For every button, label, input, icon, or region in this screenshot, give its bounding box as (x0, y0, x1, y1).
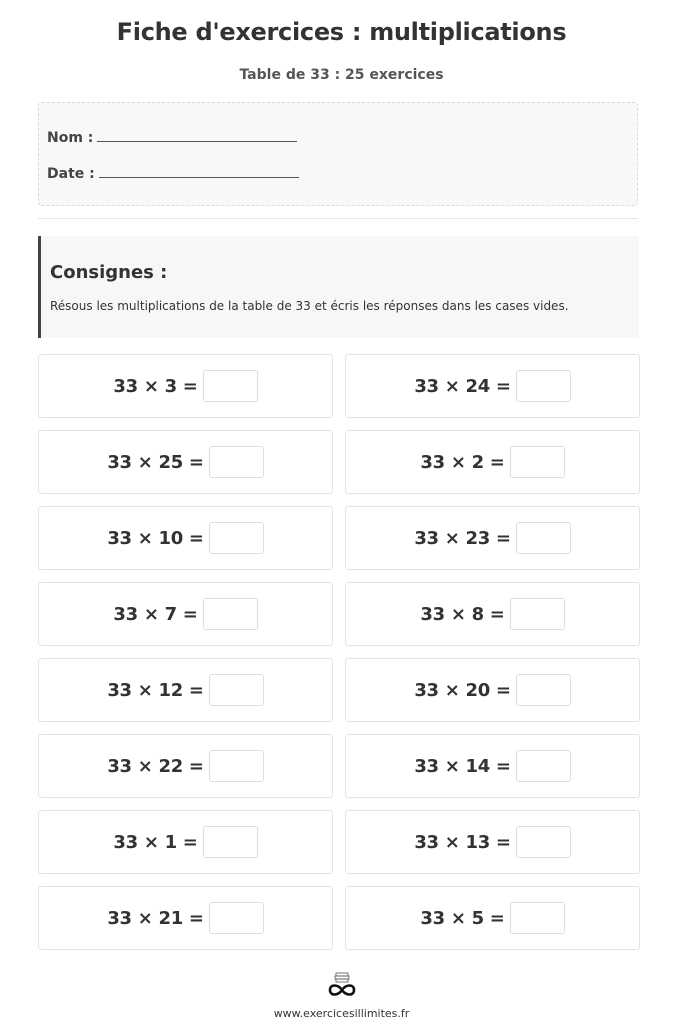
exercise-expression: 33 × 2 = (420, 451, 505, 473)
exercise-card (38, 430, 333, 494)
exercise-expression: 33 × 20 = (414, 679, 511, 701)
answer-input[interactable] (209, 750, 264, 782)
exercise-card (38, 658, 333, 722)
exercise-expression: 33 × 23 = (414, 527, 511, 549)
date-blank-line[interactable] (99, 165, 299, 178)
answer-input[interactable] (203, 370, 258, 402)
answer-input[interactable] (516, 522, 571, 554)
exercise-expression: 33 × 21 = (107, 907, 204, 929)
exercise-expression: 33 × 5 = (420, 907, 505, 929)
exercise-card (38, 506, 333, 570)
exercise-expression: 33 × 22 = (107, 755, 204, 777)
exercise-card (345, 430, 640, 494)
exercise-card (345, 734, 640, 798)
exercise-grid (38, 354, 640, 950)
page-subtitle: Table de 33 : 25 exercices (239, 67, 444, 83)
answer-input[interactable] (516, 750, 571, 782)
exercise-expression: 33 × 12 = (107, 679, 204, 701)
exercise-card (38, 582, 333, 646)
exercise-card (345, 582, 640, 646)
name-label: Nom : (47, 130, 94, 146)
exercise-expression: 33 × 3 = (113, 375, 198, 397)
exercise-card (38, 886, 333, 950)
date-label: Date : (47, 166, 95, 182)
answer-input[interactable] (516, 674, 571, 706)
answer-input[interactable] (209, 446, 264, 478)
exercise-expression: 33 × 25 = (107, 451, 204, 473)
footer-url: www.exercicesillimites.fr (273, 1007, 410, 1020)
answer-input[interactable] (510, 902, 565, 934)
divider (38, 218, 638, 219)
name-blank-line[interactable] (97, 129, 297, 142)
instructions-heading: Consignes : (50, 262, 168, 283)
exercise-card (38, 810, 333, 874)
answer-input[interactable] (209, 522, 264, 554)
exercise-expression: 33 × 24 = (414, 375, 511, 397)
instructions-text: Résous les multiplications de la table de 33 et écris les réponses dans les cases vides. (50, 299, 569, 313)
exercise-card (345, 886, 640, 950)
exercise-card (345, 810, 640, 874)
page-title: Fiche d'exercices : multiplications (116, 18, 567, 46)
exercise-expression: 33 × 7 = (113, 603, 198, 625)
answer-input[interactable] (203, 826, 258, 858)
answer-input[interactable] (209, 674, 264, 706)
answer-input[interactable] (510, 446, 565, 478)
answer-input[interactable] (209, 902, 264, 934)
answer-input[interactable] (516, 370, 571, 402)
exercise-card (345, 506, 640, 570)
instructions-box (38, 236, 639, 338)
infinity-books-logo-icon (325, 972, 359, 998)
exercise-expression: 33 × 8 = (420, 603, 505, 625)
exercise-expression: 33 × 14 = (414, 755, 511, 777)
exercise-card (345, 658, 640, 722)
name-field[interactable] (47, 129, 297, 146)
exercise-expression: 33 × 1 = (113, 831, 198, 853)
exercise-card (38, 734, 333, 798)
answer-input[interactable] (510, 598, 565, 630)
exercise-card (345, 354, 640, 418)
answer-input[interactable] (203, 598, 258, 630)
exercise-expression: 33 × 10 = (107, 527, 204, 549)
answer-input[interactable] (516, 826, 571, 858)
exercise-card (38, 354, 333, 418)
student-info-box (38, 102, 638, 206)
date-field[interactable] (47, 165, 299, 182)
exercise-expression: 33 × 13 = (414, 831, 511, 853)
